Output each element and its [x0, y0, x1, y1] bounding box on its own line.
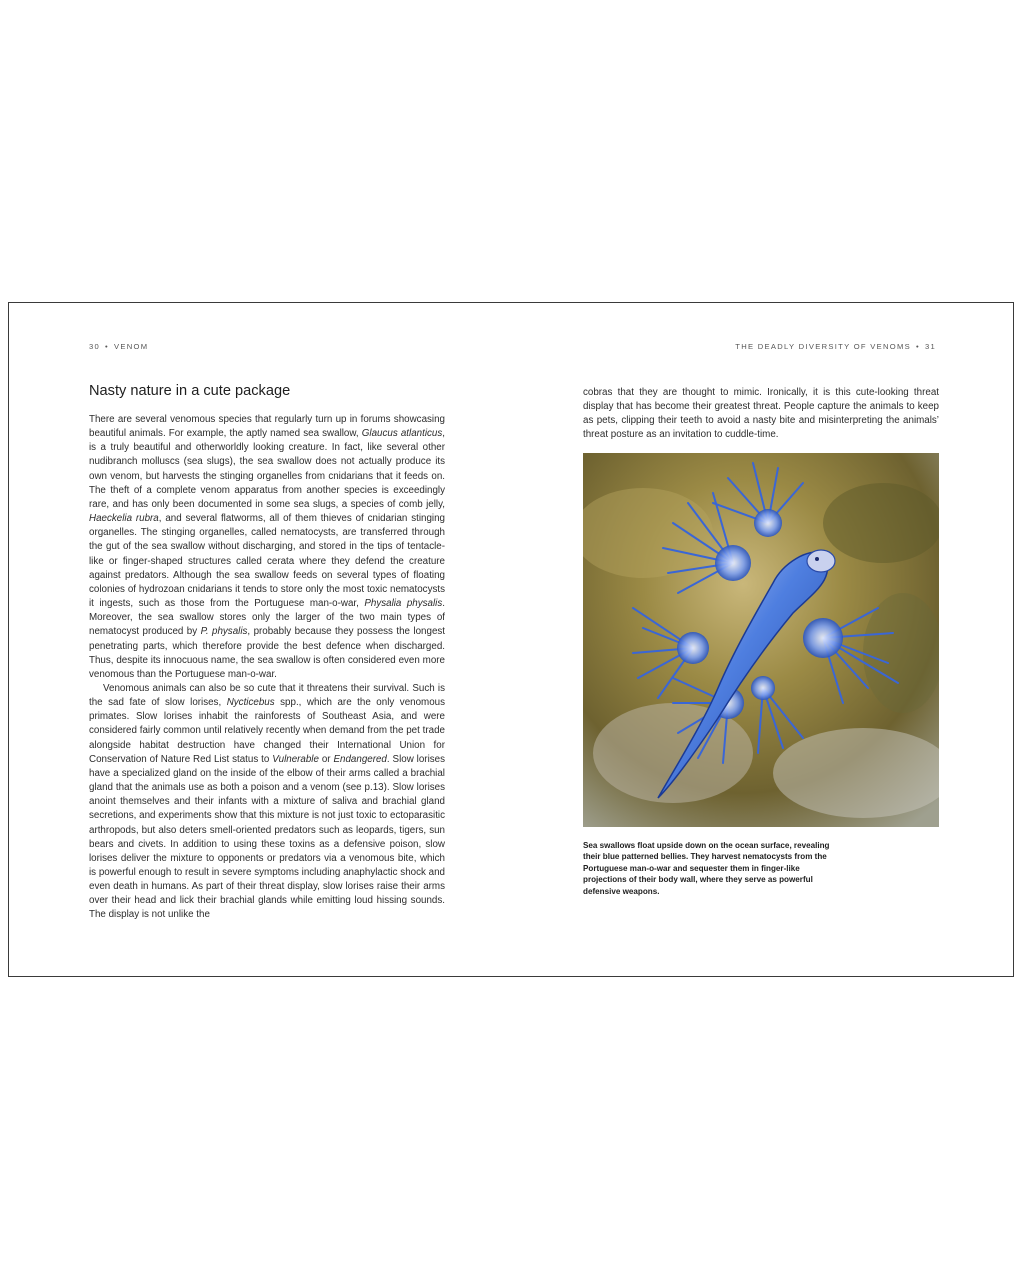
text-run: , probably because they possess the longest penetrating parts, which therefore provide the best defence when discharged. Thus, despite its innocuous name, the sea swallow is often considered even more venomous than the Portuguese man-o-war.: [89, 626, 446, 680]
photo-caption: Sea swallows float upside down on the ocean surface, revealing their blue patterned bellies. They harvest nematocysts from the Portuguese man-o-war and sequester them in finger-like projections of their body wall, where they serve as powerful defensive weapons.: [583, 841, 830, 896]
left-page-number: 30: [89, 342, 101, 351]
right-running-header: [735, 342, 936, 351]
paragraph-continuation: cobras that they are thought to mimic. Ironically, it is this cute-looking threat display that has become their greatest threat. People capture the animals to keep as pets, clipping their teeth to avoid a nasty bite and misinterpreting the animals’ threat posture as an invitation to cuddle-time.: [583, 387, 939, 441]
italic-species-name: P. physalis: [200, 626, 248, 638]
text-run: . Slow lorises have a specialized gland on the inside of the elbow of their arms called a brachial gland that the animals use as both a poison and a venom (see p.13). Slow lorises anoint themselves and their infants with a mixture of saliva and brachial gland secretions, and experiments show that this mixture is not just toxic to ectoparasitic arthropods, but also deters smell-oriented predators such as leopards, tigers, sun bears and civets. In addition to using these toxins as a defensive poison, slow lorises deliver the mixture to opponents or predators via a venomous bite, which is powerful enough to result in severe symptoms including anaphylactic shock and even death in humans. As part of their threat display, slow lorises raise their arms over their head and lick their brachial glands while emitting loud hissing sounds. The display is not unlike the: [89, 753, 445, 921]
book-spread: [8, 302, 1014, 977]
italic-species-name: Endangered: [333, 753, 387, 765]
italic-species-name: Nycticebus: [226, 697, 275, 709]
paragraph-sea-swallow: [89, 413, 445, 682]
text-run: or: [318, 753, 334, 765]
paragraph-slow-lorises: [89, 682, 445, 923]
text-run: Venomous animals can also be so cute that it threatens their survival. Such is the sad fate of slow lorises,: [89, 682, 445, 709]
right-text-column: [583, 386, 939, 443]
section-heading: Nasty nature in a cute package: [89, 383, 291, 399]
slug-head: [807, 550, 835, 572]
right-chapter-title: THE DEADLY DIVERSITY OF VENOMS: [735, 342, 911, 351]
italic-species-name: Glaucus atlanticus: [361, 428, 443, 440]
bullet-separator: •: [915, 342, 920, 351]
left-text-column: [89, 413, 445, 923]
sea-swallow-illustration: [583, 453, 939, 827]
italic-species-name: Vulnerable: [272, 753, 319, 765]
bullet-separator: •: [105, 342, 110, 351]
text-run: . Moreover, the sea swallow stores only the larger of the two main types of nematocyst produced by: [89, 598, 445, 638]
italic-species-name: Haeckelia rubra: [89, 513, 159, 525]
left-running-header: [89, 342, 148, 351]
text-run: spp., which are the only venomous primates. Slow lorises inhabit the rainforests of Southeast Asia, and were considered fairly common until relatively recently when demand from the pet trade alongside habitat destruction have changed their International Union for Conservation of Nature Red List status to: [89, 697, 445, 765]
left-book-title: VENOM: [114, 342, 149, 351]
text-run: There are several venomous species that regularly turn up in forums showcasing beautiful animals. For example, the aptly named sea swallow,: [89, 414, 445, 440]
text-run: , and several flatworms, all of them thieves of cnidarian stinging organelles. The stinging organelles, called nematocysts, are transferred through the gut of the sea swallow without discharging, and stored in the tips of tentacle-like or finger-shaped structures called cerata where they defend the creature against predators. Although the sea swallow feeds on several types of floating colonies of hydrozoan cnidarians it tends to store only the most toxic nematocysts it ingests, such as those from the Portuguese man-o-war,: [89, 513, 445, 610]
text-run: , is a truly beautiful and otherworldly looking creature. In fact, like several other nudibranch molluscs (sea slugs), the sea swallow does not actually produce its own venom, but harvests the stinging organelles from cnidarians that it feeds on. The theft of a complete venom apparatus from another species is exceedingly rare, and has only been documented in some sea slugs, a species of comb jelly,: [89, 428, 445, 510]
italic-species-name: Physalia physalis: [364, 598, 443, 610]
right-page-number: 31: [924, 342, 936, 351]
sea-swallow-photo: [583, 453, 939, 827]
